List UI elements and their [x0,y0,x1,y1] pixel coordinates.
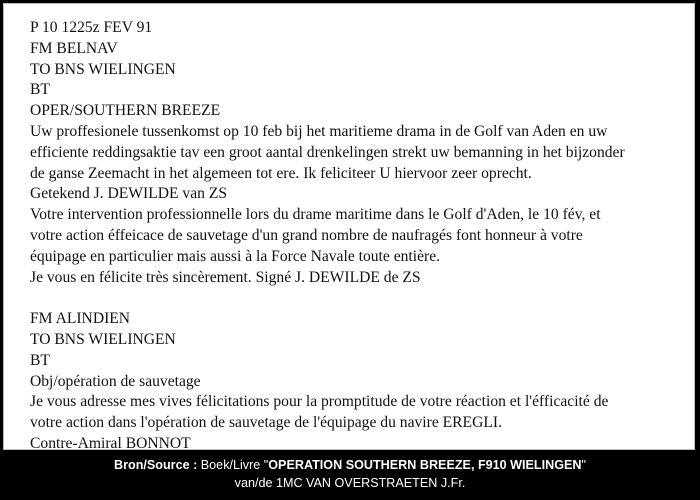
caption-book-title: OPERATION SOUTHERN BREEZE, F910 WIELINGEN [268,458,582,472]
caption-author-line: van/de 1MC VAN OVERSTRAETEN J.Fr. [234,476,466,490]
message-line: FM BELNAV [30,39,118,57]
message-line: BT [30,351,50,369]
blank-line [30,288,690,309]
message-line: Contre-Amiral BONNOT [30,434,191,452]
caption-book-prefix: Boek/Livre " [197,458,269,472]
message-line: BT [30,81,50,99]
message-line: P 10 1225z FEV 91 [30,19,153,36]
message-line: efficiente reddingsaktie tav een groot aantal drenkelingen strekt uw bemanning in het bijzonder [30,143,625,161]
document-panel [3,3,695,450]
message-line: OPER/SOUTHERN BREEZE [30,102,221,120]
caption-label: Bron/Source : [114,458,198,472]
message-line: Obj/opération de sauvetage [30,372,201,390]
message-line: de ganse Zeemacht in het algemeen tot ere. Ik feliciteer U hiervoor zeer oprecht. [30,164,532,182]
message-line: votre action éffeicace de sauvetage d'un grand nombre de naufragés font honneur à votre [30,226,583,244]
message-line: équipage en particulier mais aussi à la Force Navale toute entière. [30,247,441,265]
caption-line-1 [114,458,586,472]
message-line: votre action dans l'opération de sauvetage de l'équipage du navire EREGLI. [30,414,502,432]
message-line: TO BNS WIELINGEN [30,330,176,348]
caption-book-suffix: " [581,458,586,472]
message-line: Je vous adresse mes vives félicitations pour la promptitude de votre réaction et l'éfficacité de [30,393,609,411]
message-line: TO BNS WIELINGEN [30,60,176,78]
message-line: Uw proffesionele tussenkomst op 10 feb bij het maritieme drama in de Golf van Aden en uw [30,122,608,140]
message-line: Je vous en félicite très sincèrement. Signé J. DEWILDE de ZS [30,268,421,286]
message-line: Votre intervention professionnelle lors du drame maritime dans le Golf d'Aden, le 10 fév, et [30,206,601,224]
message-line: Getekend J. DEWILDE van ZS [30,185,228,203]
message-text [30,18,690,455]
source-caption [0,456,700,492]
message-line: FM ALINDIEN [30,310,131,328]
